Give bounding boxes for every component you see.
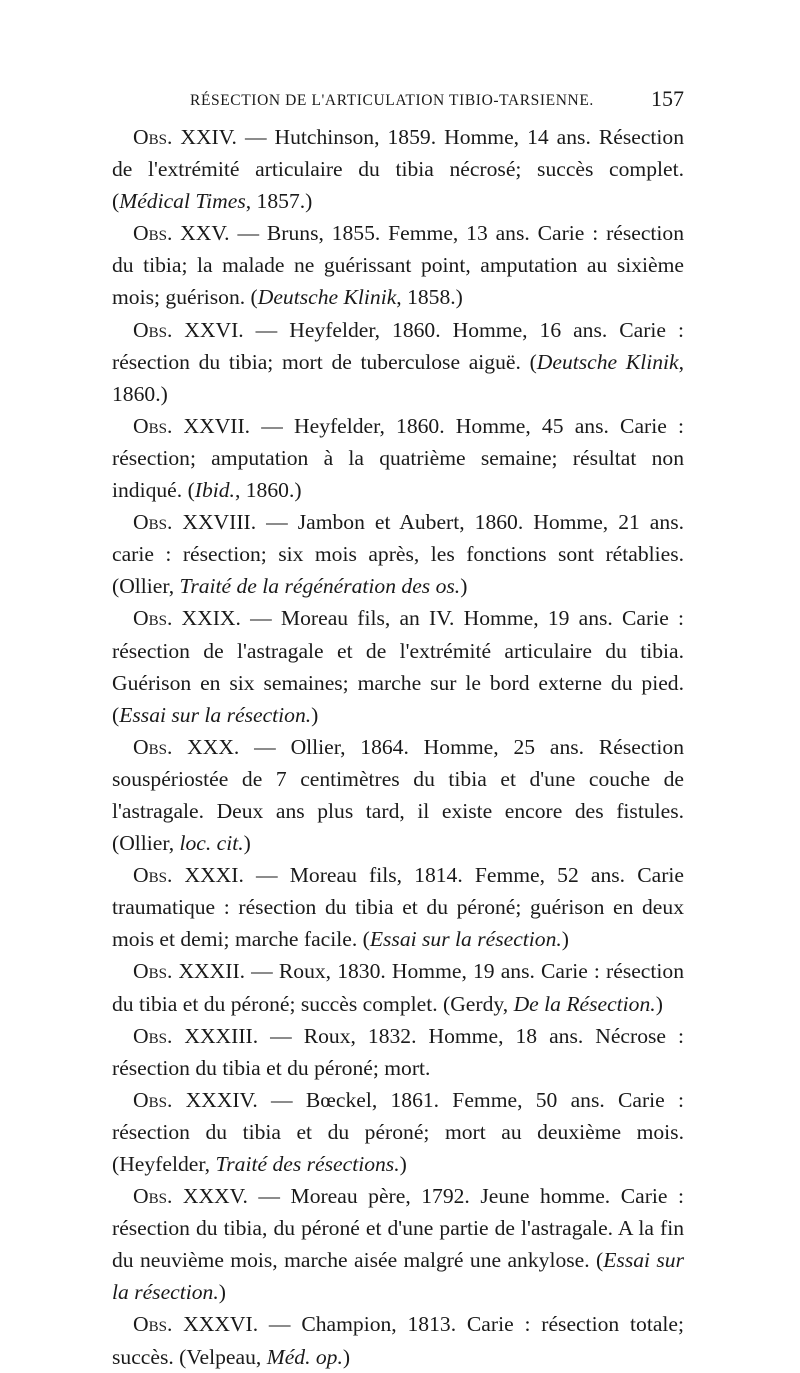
- observation-text-end: , 1860.): [112, 349, 684, 406]
- observation-28: [112, 506, 684, 602]
- observation-35: [112, 1180, 684, 1308]
- observation-label: Obs. XXVIII.: [133, 510, 257, 535]
- observation-text-end: , 1858.): [396, 285, 463, 310]
- observation-24: [112, 121, 684, 217]
- observation-label: Obs. XXXIV.: [133, 1087, 258, 1112]
- observation-reference: loc. cit.: [179, 831, 244, 856]
- observation-33: [112, 1020, 684, 1084]
- observation-text: — Moreau fils, 1814. Femme, 52 ans. Carie traumatique : résection du tibia et du péroné; guérison en deux mois et demi; marche facile. (: [112, 863, 684, 952]
- observation-reference: Deutsche Klinik: [536, 349, 679, 374]
- observation-27: [112, 410, 684, 506]
- observation-reference: Méd. op.: [266, 1344, 343, 1369]
- observation-label: Obs. XXX.: [133, 734, 240, 759]
- observation-label: Obs. XXVII.: [133, 413, 251, 438]
- observation-32: [112, 955, 684, 1019]
- observation-text: — Heyfelder, 1860. Homme, 16 ans. Carie : résection du tibia; mort de tuberculose aiguë. (: [112, 317, 684, 374]
- observation-reference: Traité des résections.: [215, 1152, 400, 1176]
- observation-text: — Ollier, 1864. Homme, 25 ans. Résection souspériostée de 7 centimètres du tibia et d'une couche de l'astragale. Deux ans plus tard, il existe encore des fistules. (Ollier,: [112, 734, 685, 856]
- observation-text: — Moreau père, 1792. Jeune homme. Carie : résection du tibia, du péroné et d'une partie de l'astragale. A la fin du neuvième mois, marche aisée malgré une ankylose. (: [112, 1184, 684, 1273]
- observation-31: [112, 859, 684, 955]
- observation-label: Obs. XXXVI.: [133, 1312, 259, 1337]
- observation-text: — Hutchinson, 1859. Homme, 14 ans. Résection de l'extrémité articulaire du tibia nécrosé; succès complet. (: [112, 125, 685, 214]
- observation-reference: Deutsche Klinik: [257, 285, 397, 310]
- observation-label: Obs. XXXII.: [133, 959, 246, 984]
- observation-reference: Ibid.: [194, 478, 235, 503]
- observation-text: — Bruns, 1855. Femme, 13 ans. Carie : résection du tibia; la malade ne guérissant point, amputation au sixième mois; guérison. (: [112, 221, 685, 310]
- observation-text-end: ): [243, 831, 251, 856]
- observation-label: Obs. XXXI.: [133, 863, 244, 888]
- observation-text: — Roux, 1832. Homme, 18 ans. Nécrose : résection du tibia et du péroné; mort.: [112, 1023, 684, 1080]
- observation-26: [112, 314, 684, 410]
- observation-text-end: ): [342, 1344, 351, 1369]
- observation-text-end: , 1860.): [234, 478, 302, 503]
- observation-label: Obs. XXIV.: [133, 125, 237, 149]
- observation-reference: Essai sur la résection.: [112, 1248, 685, 1305]
- observation-text: — Heyfelder, 1860. Homme, 45 ans. Carie : résection; amputation à la quatrième semaine; résultat non indiqué. (: [112, 413, 684, 503]
- observation-text-end: ): [655, 991, 663, 1016]
- observation-text-end: ): [399, 1152, 407, 1176]
- observation-reference: Essai sur la résection.: [119, 702, 312, 727]
- observation-36: [112, 1308, 684, 1372]
- observation-label: Obs. XXIX.: [133, 606, 241, 631]
- observation-text: — Champion, 1813. Carie : résection totale; succès. (Velpeau,: [112, 1312, 684, 1369]
- observation-text-end: , 1857.): [245, 189, 313, 214]
- observation-29: [112, 602, 684, 730]
- observation-text-end: ): [311, 702, 319, 727]
- observation-text: — Bœckel, 1861. Femme, 50 ans. Carie : résection du tibia et du péroné; mort au deuxième mois. (Heyfelder,: [112, 1087, 685, 1176]
- observation-reference: De la Résection.: [513, 991, 656, 1016]
- observation-text: — Moreau fils, an IV. Homme, 19 ans. Carie : résection de l'astragale et de l'extrémité articulaire du tibia. Guérison en six semaines; marche sur le bord externe du pied. (: [112, 606, 684, 727]
- observation-text-end: ): [218, 1280, 226, 1305]
- page-header: [110, 86, 684, 116]
- observation-label: Obs. XXVI.: [133, 317, 244, 342]
- observation-reference: Essai sur la résection.: [369, 927, 562, 952]
- observation-34: [112, 1084, 684, 1180]
- observation-text: — Roux, 1830. Homme, 19 ans. Carie : résection du tibia et du péroné; succès complet. (Gerdy,: [112, 959, 684, 1016]
- observation-text: — Jambon et Aubert, 1860. Homme, 21 ans. carie : résection; six mois après, les fonctions sont rétablies. (Ollier,: [112, 510, 684, 599]
- running-title: RÉSECTION DE L'ARTICULATION TIBIO-TARSIENNE.: [190, 92, 594, 109]
- observation-text-end: ): [561, 927, 569, 952]
- observations-list: [112, 121, 684, 1373]
- observation-25: [112, 217, 684, 313]
- observation-text-end: ): [460, 574, 468, 599]
- observation-label: Obs. XXV.: [133, 221, 230, 246]
- observation-30: [112, 731, 684, 859]
- page-number: 157: [651, 86, 684, 111]
- observation-label: Obs. XXXIII.: [133, 1023, 259, 1048]
- observation-label: Obs. XXXV.: [133, 1184, 248, 1209]
- observation-reference: Médical Times: [119, 189, 246, 214]
- observation-reference: Traité de la régénération des os.: [179, 574, 461, 599]
